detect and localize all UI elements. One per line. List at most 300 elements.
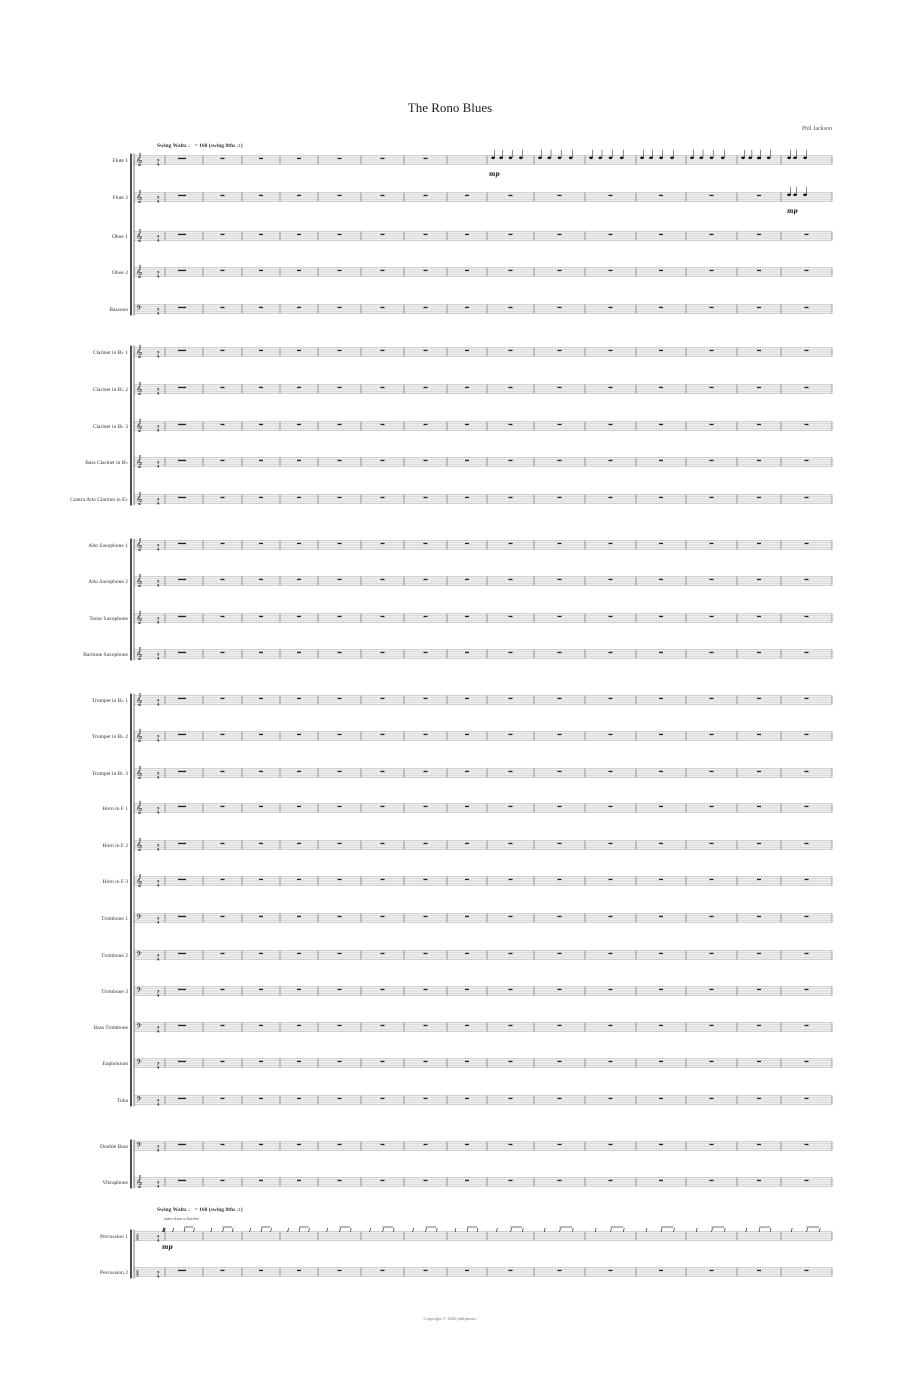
whole-rest — [178, 1098, 182, 1099]
time-signature: 4 — [156, 1183, 160, 1189]
whole-rest — [221, 734, 225, 735]
whole-rest — [338, 543, 342, 544]
whole-rest — [609, 1025, 613, 1026]
whole-rest — [221, 460, 225, 461]
treble-clef-icon: 𝄞 — [136, 729, 143, 742]
whole-rest — [509, 1180, 513, 1181]
whole-rest — [259, 953, 263, 954]
whole-rest — [178, 497, 182, 498]
staff-band — [134, 305, 832, 314]
whole-rest — [710, 1098, 714, 1099]
whole-rest — [805, 771, 809, 772]
whole-rest — [259, 158, 263, 159]
whole-rest — [182, 616, 186, 617]
whole-rest — [221, 543, 225, 544]
treble-clef-icon: 𝄞 — [136, 265, 143, 278]
whole-rest — [609, 424, 613, 425]
whole-rest — [757, 543, 761, 544]
whole-rest — [381, 158, 385, 159]
time-signature: 4 — [156, 956, 160, 962]
whole-rest — [609, 1180, 613, 1181]
whole-rest — [338, 195, 342, 196]
whole-rest — [259, 989, 263, 990]
melody-note — [548, 157, 552, 160]
whole-rest — [297, 734, 301, 735]
whole-rest — [182, 953, 186, 954]
whole-rest — [182, 234, 186, 235]
whole-rest — [338, 652, 342, 653]
whole-rest — [297, 916, 301, 917]
whole-rest — [297, 460, 301, 461]
whole-rest — [710, 1144, 714, 1145]
time-signature: 4 — [156, 582, 160, 588]
whole-rest — [221, 771, 225, 772]
whole-rest — [805, 497, 809, 498]
whole-rest — [805, 1025, 809, 1026]
whole-rest — [259, 234, 263, 235]
bass-clef-icon: 𝄢 — [136, 1023, 142, 1033]
treble-clef-icon: 𝄞 — [136, 382, 143, 395]
whole-rest — [297, 158, 301, 159]
whole-rest — [805, 1098, 809, 1099]
staff-band — [134, 495, 832, 504]
whole-rest — [178, 460, 182, 461]
whole-rest — [710, 771, 714, 772]
whole-rest — [558, 771, 562, 772]
whole-rest — [465, 350, 469, 351]
whole-rest — [221, 989, 225, 990]
whole-rest — [381, 771, 385, 772]
staff-band — [134, 804, 832, 813]
time-signature: 4 — [156, 1028, 160, 1034]
whole-rest — [805, 989, 809, 990]
composer-name: Phil Jackson — [801, 126, 832, 132]
bass-clef-icon: 𝄢 — [136, 1059, 142, 1069]
melody-note — [649, 157, 653, 160]
whole-rest — [338, 806, 342, 807]
melody-note — [803, 194, 807, 197]
whole-rest — [659, 270, 663, 271]
time-signature: 4 — [156, 427, 160, 433]
whole-rest — [609, 307, 613, 308]
copyright-notice: Copyright © 2020 philjmusic — [423, 1316, 477, 1321]
whole-rest — [259, 916, 263, 917]
whole-rest — [221, 1025, 225, 1026]
whole-rest — [338, 307, 342, 308]
whole-rest — [710, 953, 714, 954]
instrument-label: Double Bass — [100, 1144, 128, 1150]
time-signature: 4 — [156, 919, 160, 925]
whole-rest — [558, 350, 562, 351]
whole-rest — [659, 916, 663, 917]
whole-rest — [221, 195, 225, 196]
whole-rest — [297, 350, 301, 351]
whole-rest — [221, 1144, 225, 1145]
whole-rest — [381, 1144, 385, 1145]
whole-rest — [338, 1144, 342, 1145]
whole-rest — [609, 387, 613, 388]
whole-rest — [297, 1180, 301, 1181]
whole-rest — [424, 953, 428, 954]
whole-rest — [509, 1144, 513, 1145]
time-signature: 4 — [156, 500, 160, 506]
time-signature: 4 — [156, 701, 160, 707]
time-signature: 3 — [156, 1060, 160, 1066]
whole-rest — [182, 270, 186, 271]
whole-rest — [659, 1270, 663, 1271]
staff-band — [134, 541, 832, 550]
staff-band — [134, 422, 832, 431]
whole-rest — [805, 806, 809, 807]
whole-rest — [221, 698, 225, 699]
whole-rest — [710, 806, 714, 807]
whole-rest — [757, 734, 761, 735]
whole-rest — [710, 734, 714, 735]
staff-band — [134, 577, 832, 586]
whole-rest — [424, 1180, 428, 1181]
treble-clef-icon: 𝄞 — [136, 455, 143, 468]
melody-note — [499, 157, 503, 160]
whole-rest — [710, 579, 714, 580]
time-signature: 4 — [156, 390, 160, 396]
whole-rest — [338, 916, 342, 917]
whole-rest — [381, 916, 385, 917]
whole-rest — [424, 916, 428, 917]
whole-rest — [659, 616, 663, 617]
whole-rest — [381, 1180, 385, 1181]
whole-rest — [805, 1144, 809, 1145]
whole-rest — [178, 307, 182, 308]
percussion-clef-icon: ‖ — [136, 1234, 139, 1241]
whole-rest — [659, 307, 663, 308]
bass-clef-icon: 𝄢 — [136, 914, 142, 924]
whole-rest — [182, 806, 186, 807]
whole-rest — [710, 1180, 714, 1181]
whole-rest — [558, 1061, 562, 1062]
whole-rest — [297, 424, 301, 425]
whole-rest — [609, 734, 613, 735]
staff-band — [134, 732, 832, 741]
whole-rest — [338, 158, 342, 159]
whole-rest — [659, 989, 663, 990]
whole-rest — [221, 616, 225, 617]
whole-rest — [659, 579, 663, 580]
instrument-label: Clarinet in B♭ 3 — [92, 424, 128, 430]
whole-rest — [465, 1061, 469, 1062]
whole-rest — [465, 1144, 469, 1145]
whole-rest — [805, 916, 809, 917]
whole-rest — [338, 1098, 342, 1099]
whole-rest — [338, 497, 342, 498]
whole-rest — [424, 652, 428, 653]
whole-rest — [465, 579, 469, 580]
whole-rest — [381, 195, 385, 196]
time-signature: 4 — [156, 198, 160, 204]
whole-rest — [182, 1098, 186, 1099]
treble-clef-icon: 𝄞 — [136, 574, 143, 587]
whole-rest — [221, 307, 225, 308]
time-signature: 4 — [156, 809, 160, 815]
whole-rest — [509, 953, 513, 954]
whole-rest — [259, 270, 263, 271]
whole-rest — [757, 1270, 761, 1271]
whole-rest — [465, 1025, 469, 1026]
whole-rest — [182, 424, 186, 425]
whole-rest — [659, 1180, 663, 1181]
whole-rest — [757, 579, 761, 580]
time-signature: 4 — [156, 882, 160, 888]
melody-note — [793, 157, 797, 160]
whole-rest — [221, 579, 225, 580]
melody-note — [640, 157, 644, 160]
whole-rest — [424, 307, 428, 308]
time-signature: 4 — [156, 992, 160, 998]
whole-rest — [710, 1061, 714, 1062]
instrument-label: Euphonium — [102, 1061, 128, 1067]
treble-clef-icon: 𝄞 — [136, 693, 143, 706]
melody-note — [690, 157, 694, 160]
whole-rest — [710, 424, 714, 425]
staff-band — [134, 156, 832, 165]
bass-clef-icon: 𝄢 — [136, 1142, 142, 1152]
whole-rest — [465, 270, 469, 271]
whole-rest — [609, 698, 613, 699]
staff-band — [134, 769, 832, 778]
whole-rest — [757, 698, 761, 699]
whole-rest — [609, 1144, 613, 1145]
whole-rest — [182, 916, 186, 917]
whole-rest — [659, 543, 663, 544]
staff-band — [134, 987, 832, 996]
instrument-label: Alto Saxophone 2 — [88, 579, 128, 585]
whole-rest — [805, 234, 809, 235]
whole-rest — [805, 1270, 809, 1271]
whole-rest — [221, 158, 225, 159]
whole-rest — [558, 698, 562, 699]
instrument-label: Horn in F 1 — [102, 806, 128, 812]
time-signature: 3 — [156, 1097, 160, 1103]
whole-rest — [805, 1180, 809, 1181]
whole-rest — [710, 270, 714, 271]
whole-rest — [381, 953, 385, 954]
whole-rest — [710, 616, 714, 617]
instrument-label: Bassoon — [109, 307, 128, 313]
whole-rest — [221, 387, 225, 388]
staff-band — [134, 696, 832, 705]
whole-rest — [558, 497, 562, 498]
time-signature: 3 — [156, 651, 160, 657]
whole-rest — [465, 234, 469, 235]
whole-rest — [710, 307, 714, 308]
whole-rest — [558, 843, 562, 844]
time-signature: 4 — [156, 161, 160, 167]
melody-note — [509, 157, 513, 160]
whole-rest — [338, 1270, 342, 1271]
whole-rest — [221, 1180, 225, 1181]
time-signature: 3 — [156, 988, 160, 994]
time-signature: 4 — [156, 1101, 160, 1107]
whole-rest — [259, 652, 263, 653]
whole-rest — [381, 1061, 385, 1062]
whole-rest — [178, 652, 182, 653]
whole-rest — [424, 843, 428, 844]
instrument-label: Trombone 1 — [101, 916, 128, 922]
whole-rest — [297, 579, 301, 580]
time-signature: 4 — [156, 1147, 160, 1153]
whole-rest — [609, 195, 613, 196]
whole-rest — [221, 234, 225, 235]
whole-rest — [424, 1270, 428, 1271]
whole-rest — [609, 1270, 613, 1271]
whole-rest — [178, 387, 182, 388]
bass-clef-icon: 𝄢 — [136, 305, 142, 315]
whole-rest — [609, 916, 613, 917]
whole-rest — [381, 270, 385, 271]
whole-rest — [338, 424, 342, 425]
whole-rest — [710, 1270, 714, 1271]
melody-note — [748, 157, 752, 160]
whole-rest — [221, 806, 225, 807]
percussion-instruction: snare drum w/brushes — [164, 1216, 200, 1221]
whole-rest — [381, 234, 385, 235]
whole-rest — [297, 1061, 301, 1062]
whole-rest — [381, 616, 385, 617]
whole-rest — [609, 270, 613, 271]
whole-rest — [297, 616, 301, 617]
whole-rest — [381, 543, 385, 544]
whole-rest — [182, 1180, 186, 1181]
whole-rest — [338, 1025, 342, 1026]
whole-rest — [182, 843, 186, 844]
staff-band — [134, 1268, 832, 1277]
whole-rest — [710, 234, 714, 235]
whole-rest — [659, 652, 663, 653]
staff-band — [134, 1178, 832, 1187]
whole-rest — [424, 270, 428, 271]
whole-rest — [178, 916, 182, 917]
whole-rest — [221, 1061, 225, 1062]
whole-rest — [805, 460, 809, 461]
whole-rest — [609, 843, 613, 844]
instrument-label: Trumpet in B♭ 1 — [91, 698, 128, 704]
melody-note — [741, 157, 745, 160]
whole-rest — [609, 460, 613, 461]
whole-rest — [465, 460, 469, 461]
staff-band — [134, 1096, 832, 1105]
instrument-label: Horn in F 2 — [102, 843, 128, 849]
whole-rest — [259, 195, 263, 196]
time-signature: 3 — [156, 952, 160, 958]
whole-rest — [757, 234, 761, 235]
dynamic-marking: mp — [787, 208, 798, 215]
time-signature: 3 — [156, 349, 160, 355]
whole-rest — [710, 698, 714, 699]
time-signature: 4 — [156, 353, 160, 359]
whole-rest — [178, 989, 182, 990]
whole-rest — [178, 616, 182, 617]
staff-band — [134, 232, 832, 241]
whole-rest — [182, 460, 186, 461]
melody-note — [569, 157, 573, 160]
whole-rest — [221, 350, 225, 351]
whole-rest — [259, 806, 263, 807]
whole-rest — [297, 270, 301, 271]
whole-rest — [182, 497, 186, 498]
whole-rest — [381, 1270, 385, 1271]
melody-note — [599, 157, 603, 160]
staff-band — [134, 1232, 832, 1241]
time-signature: 3 — [156, 1233, 160, 1239]
treble-clef-icon: 𝄞 — [136, 229, 143, 242]
whole-rest — [757, 270, 761, 271]
whole-rest — [465, 497, 469, 498]
whole-rest — [710, 387, 714, 388]
whole-rest — [509, 424, 513, 425]
whole-rest — [297, 698, 301, 699]
whole-rest — [182, 734, 186, 735]
instrument-label: Vibraphone — [102, 1180, 128, 1186]
whole-rest — [259, 307, 263, 308]
whole-rest — [424, 350, 428, 351]
whole-rest — [710, 989, 714, 990]
instrument-label: Contra Alto Clarinet in E♭ — [70, 497, 128, 503]
instrument-label: Oboe 1 — [111, 234, 128, 240]
melody-note — [710, 157, 714, 160]
time-signature: 4 — [156, 1064, 160, 1070]
time-signature: 3 — [156, 269, 160, 275]
melody-note — [767, 157, 771, 160]
whole-rest — [221, 879, 225, 880]
time-signature: 4 — [156, 273, 160, 279]
whole-rest — [509, 879, 513, 880]
whole-rest — [710, 843, 714, 844]
whole-rest — [609, 953, 613, 954]
melody-note — [620, 157, 624, 160]
treble-clef-icon: 𝄞 — [136, 611, 143, 624]
time-signature: 3 — [156, 578, 160, 584]
bass-clef-icon: 𝄢 — [136, 1096, 142, 1106]
whole-rest — [424, 497, 428, 498]
whole-rest — [259, 1098, 263, 1099]
whole-rest — [424, 771, 428, 772]
whole-rest — [710, 1025, 714, 1026]
whole-rest — [178, 1270, 182, 1271]
whole-rest — [178, 879, 182, 880]
whole-rest — [465, 307, 469, 308]
whole-rest — [558, 234, 562, 235]
bass-clef-icon: 𝄢 — [136, 987, 142, 997]
whole-rest — [221, 497, 225, 498]
time-signature: 3 — [156, 697, 160, 703]
whole-rest — [805, 1061, 809, 1062]
instrument-label: Percussion 2 — [100, 1270, 128, 1276]
whole-rest — [178, 953, 182, 954]
whole-rest — [338, 771, 342, 772]
instrument-label: Baritone Saxophone — [83, 652, 128, 658]
staff-band — [134, 193, 832, 202]
whole-rest — [178, 350, 182, 351]
whole-rest — [338, 350, 342, 351]
whole-rest — [465, 616, 469, 617]
time-signature: 3 — [156, 1179, 160, 1185]
whole-rest — [558, 460, 562, 461]
treble-clef-icon: 𝄞 — [136, 190, 143, 203]
whole-rest — [259, 350, 263, 351]
whole-rest — [805, 307, 809, 308]
score-title: The Rono Blues — [407, 100, 493, 115]
whole-rest — [182, 698, 186, 699]
whole-rest — [381, 989, 385, 990]
